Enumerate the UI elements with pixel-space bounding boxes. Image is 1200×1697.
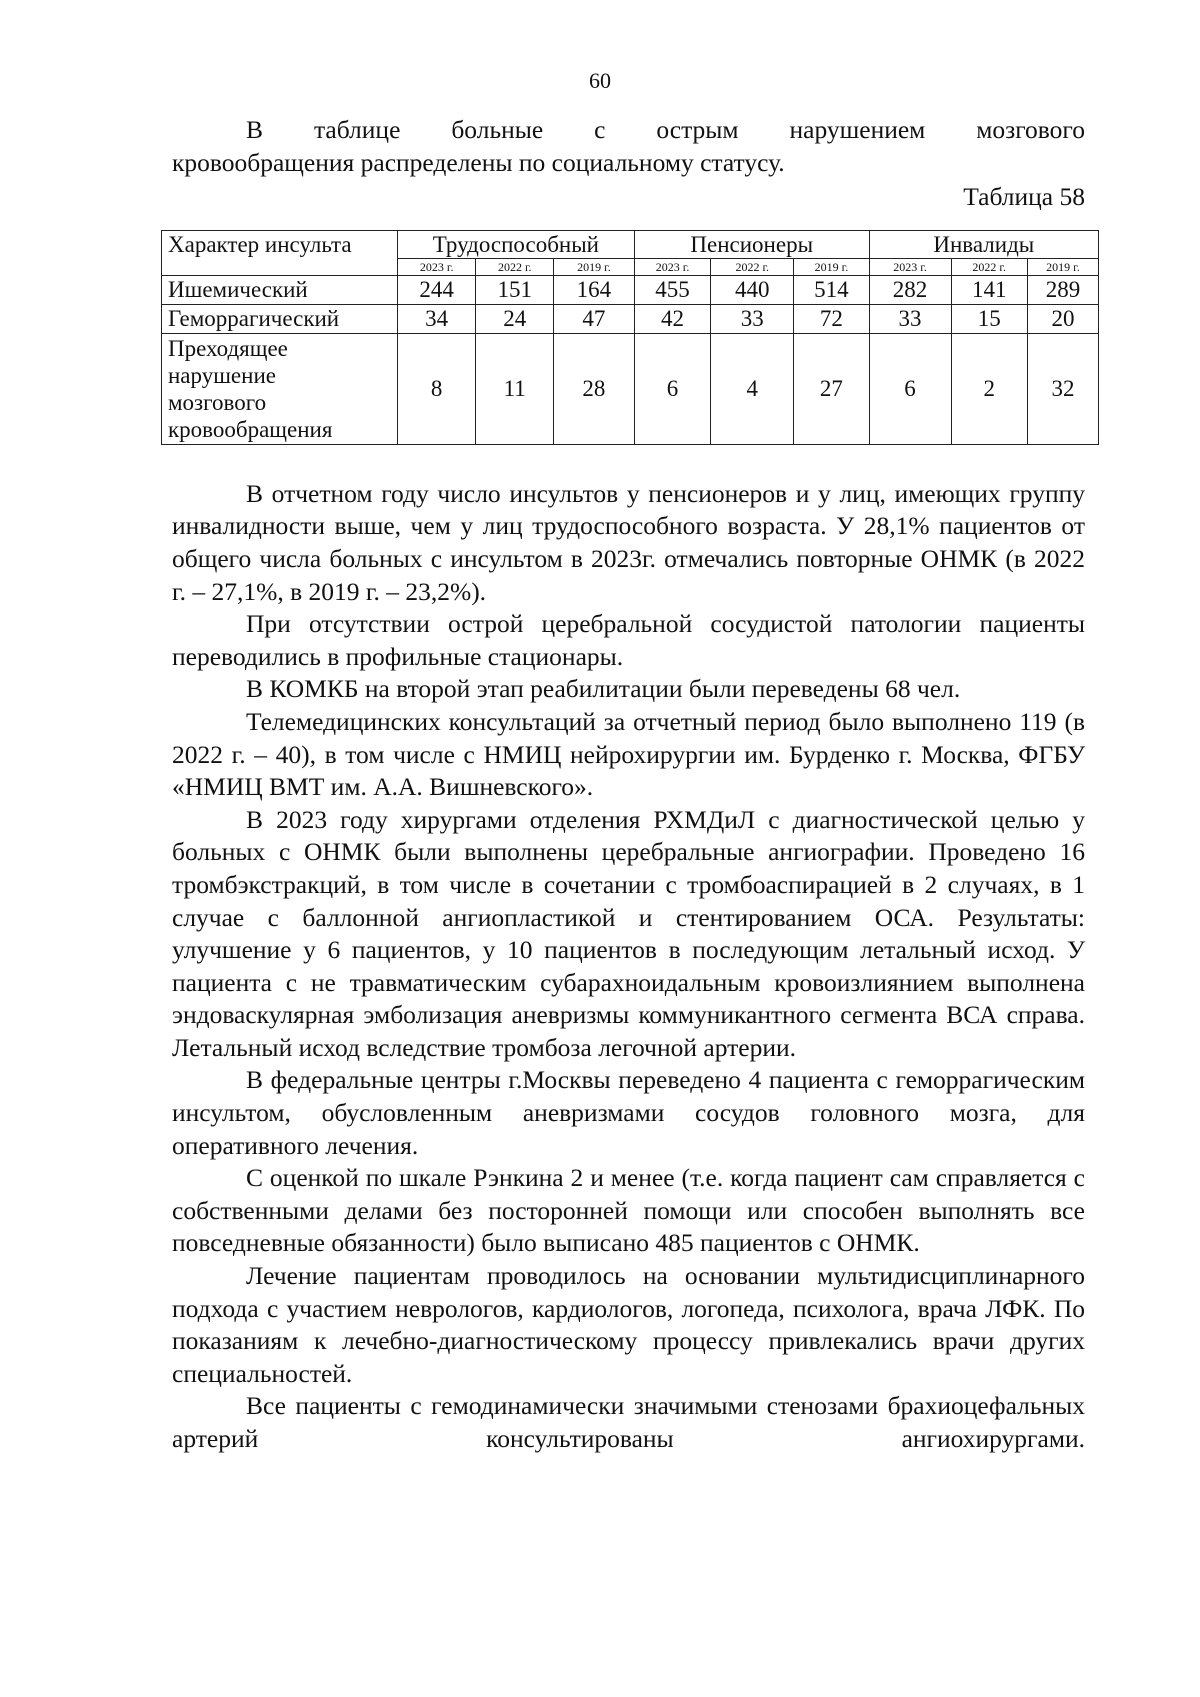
year-header: 2019 г. bbox=[794, 258, 869, 275]
paragraph-federal-centers: В федеральные центры г.Москвы переведено 4 пациента с геморрагическим инсультом, обусловленным аневризмами сосудов головного мозга, для оперативного лечения. bbox=[172, 1065, 1085, 1160]
table-cell: 151 bbox=[476, 275, 554, 304]
page-content bbox=[168, 114, 1085, 1456]
row-label-line: мозгового bbox=[168, 389, 267, 415]
table-row-ischemic bbox=[162, 275, 1099, 304]
table-cell: 6 bbox=[634, 333, 710, 444]
row-label-line: нарушение bbox=[168, 362, 276, 388]
table-cell: 289 bbox=[1027, 275, 1098, 304]
table-cell: 72 bbox=[794, 304, 869, 333]
table-cell: 440 bbox=[711, 275, 794, 304]
table-cell: 244 bbox=[397, 275, 476, 304]
table-cell: 2 bbox=[951, 333, 1027, 444]
paragraph-transfers: При отсутствии острой церебральной сосудистой патологии пациенты переводились в профильные стационары. bbox=[172, 609, 1085, 671]
intro-line-1: В таблице больные с острым нарушением мозгового bbox=[246, 115, 1085, 144]
table-cell: 34 bbox=[397, 304, 476, 333]
table-cell: 11 bbox=[476, 333, 554, 444]
table-cell: 6 bbox=[869, 333, 951, 444]
paragraph-rankin: С оценкой по шкале Рэнкина 2 и менее (т.е. когда пациент сам справляется с собственными делами без посторонней помощи или способен выполнять все повседневные обязанности) было выписано 485 пациентов с ОНМК. bbox=[172, 1163, 1085, 1258]
table-cell: 32 bbox=[1027, 333, 1098, 444]
paragraph-stroke-stats: В отчетном году число инсультов у пенсионеров и у лиц, имеющих группу инвалидности выше, чем у лиц трудоспособного возраста. У 28,1% пациентов от общего числа больных с инсультом в 2023г. отмечались повторные ОНМК (в 2022 г. – 27,1%, в 2019 г. – 23,2%). bbox=[172, 478, 1085, 606]
paragraph-multidisciplinary: Лечение пациентам проводилось на основании мультидисциплинарного подхода с участием неврологов, кардиологов, логопеда, психолога, врача ЛФК. По показаниям к лечебно-диагностическому процессу привлекались врачи других специальностей. bbox=[172, 1261, 1085, 1388]
year-header: 2022 г. bbox=[711, 258, 794, 275]
table-cell: 33 bbox=[869, 304, 951, 333]
paragraph-surgery: В 2023 году хирургами отделения РХМДиЛ с диагностической целью у больных с ОНМК были выполнены церебральные ангиографии. Проведено 16 тромбэкстракций, в том числе в сочетании с тромбоаспирацией в 2 случаях, в 1 случае с баллонной ангиопластикой и стентированием ОСА. Результаты: улучшение у 6 пациентов, у 10 пациентов в последующим летальный исход. У пациента с не травматическим субарахноидальным кровоизлиянием выполнена эндоваскулярная эмболизация аневризмы коммуникантного сегмента ВСА справа. Летальный исход вследствие тромбоза легочной артерии. bbox=[172, 804, 1085, 1062]
table-cell: 8 bbox=[397, 333, 476, 444]
table-label: Таблица 58 bbox=[963, 182, 1085, 212]
page-number: 60 bbox=[589, 68, 611, 93]
header-group-disabled: Инвалиды bbox=[869, 230, 1098, 258]
stroke-social-status-table bbox=[161, 230, 1099, 445]
year-header: 2019 г. bbox=[1027, 258, 1098, 275]
table-cell: 28 bbox=[554, 333, 635, 444]
year-header: 2019 г. bbox=[554, 258, 635, 275]
table-cell: 27 bbox=[794, 333, 869, 444]
table-cell: 24 bbox=[476, 304, 554, 333]
table-row-hemorrhagic bbox=[162, 304, 1099, 333]
header-group-pensioners: Пенсионеры bbox=[634, 230, 869, 258]
paragraph-angiosurgeons: Все пациенты с гемодинамически значимыми стенозами брахиоцефальных артерий консультированы ангиохирургами. bbox=[172, 1391, 1085, 1453]
intro-line-2: кровообращения распределены по социальному статусу. bbox=[172, 147, 785, 177]
row-label: Ишемический bbox=[162, 275, 398, 304]
year-header: 2023 г. bbox=[397, 258, 476, 275]
table-cell: 15 bbox=[951, 304, 1027, 333]
table-cell: 514 bbox=[794, 275, 869, 304]
header-group-employable: Трудоспособный bbox=[397, 230, 634, 258]
table-cell: 47 bbox=[554, 304, 635, 333]
year-header: 2022 г. bbox=[476, 258, 554, 275]
year-header: 2023 г. bbox=[634, 258, 710, 275]
row-label-line: Преходящее bbox=[168, 335, 288, 361]
paragraph-telemedicine: Телемедицинских консультаций за отчетный период было выполнено 119 (в 2022 г. – 40), в том числе с НМИЦ нейрохирургии им. Бурденко г. Москва, ФГБУ «НМИЦ ВМТ им. А.А. Вишневского». bbox=[172, 706, 1085, 802]
header-stroke-type: Характер инсульта bbox=[162, 230, 398, 275]
paragraph-rehabilitation: В КОМКБ на второй этап реабилитации были переведены 68 чел. bbox=[246, 674, 961, 704]
row-label bbox=[162, 333, 398, 444]
table-cell: 164 bbox=[554, 275, 635, 304]
table-cell: 20 bbox=[1027, 304, 1098, 333]
year-header: 2022 г. bbox=[951, 258, 1027, 275]
row-label: Геморрагический bbox=[162, 304, 398, 333]
table-cell: 141 bbox=[951, 275, 1027, 304]
table-cell: 455 bbox=[634, 275, 710, 304]
table-cell: 282 bbox=[869, 275, 951, 304]
table-cell: 33 bbox=[711, 304, 794, 333]
row-label-line: кровообращения bbox=[168, 416, 333, 442]
table-cell: 42 bbox=[634, 304, 710, 333]
year-header: 2023 г. bbox=[869, 258, 951, 275]
table-cell: 4 bbox=[711, 333, 794, 444]
table-row-transient bbox=[162, 333, 1099, 444]
